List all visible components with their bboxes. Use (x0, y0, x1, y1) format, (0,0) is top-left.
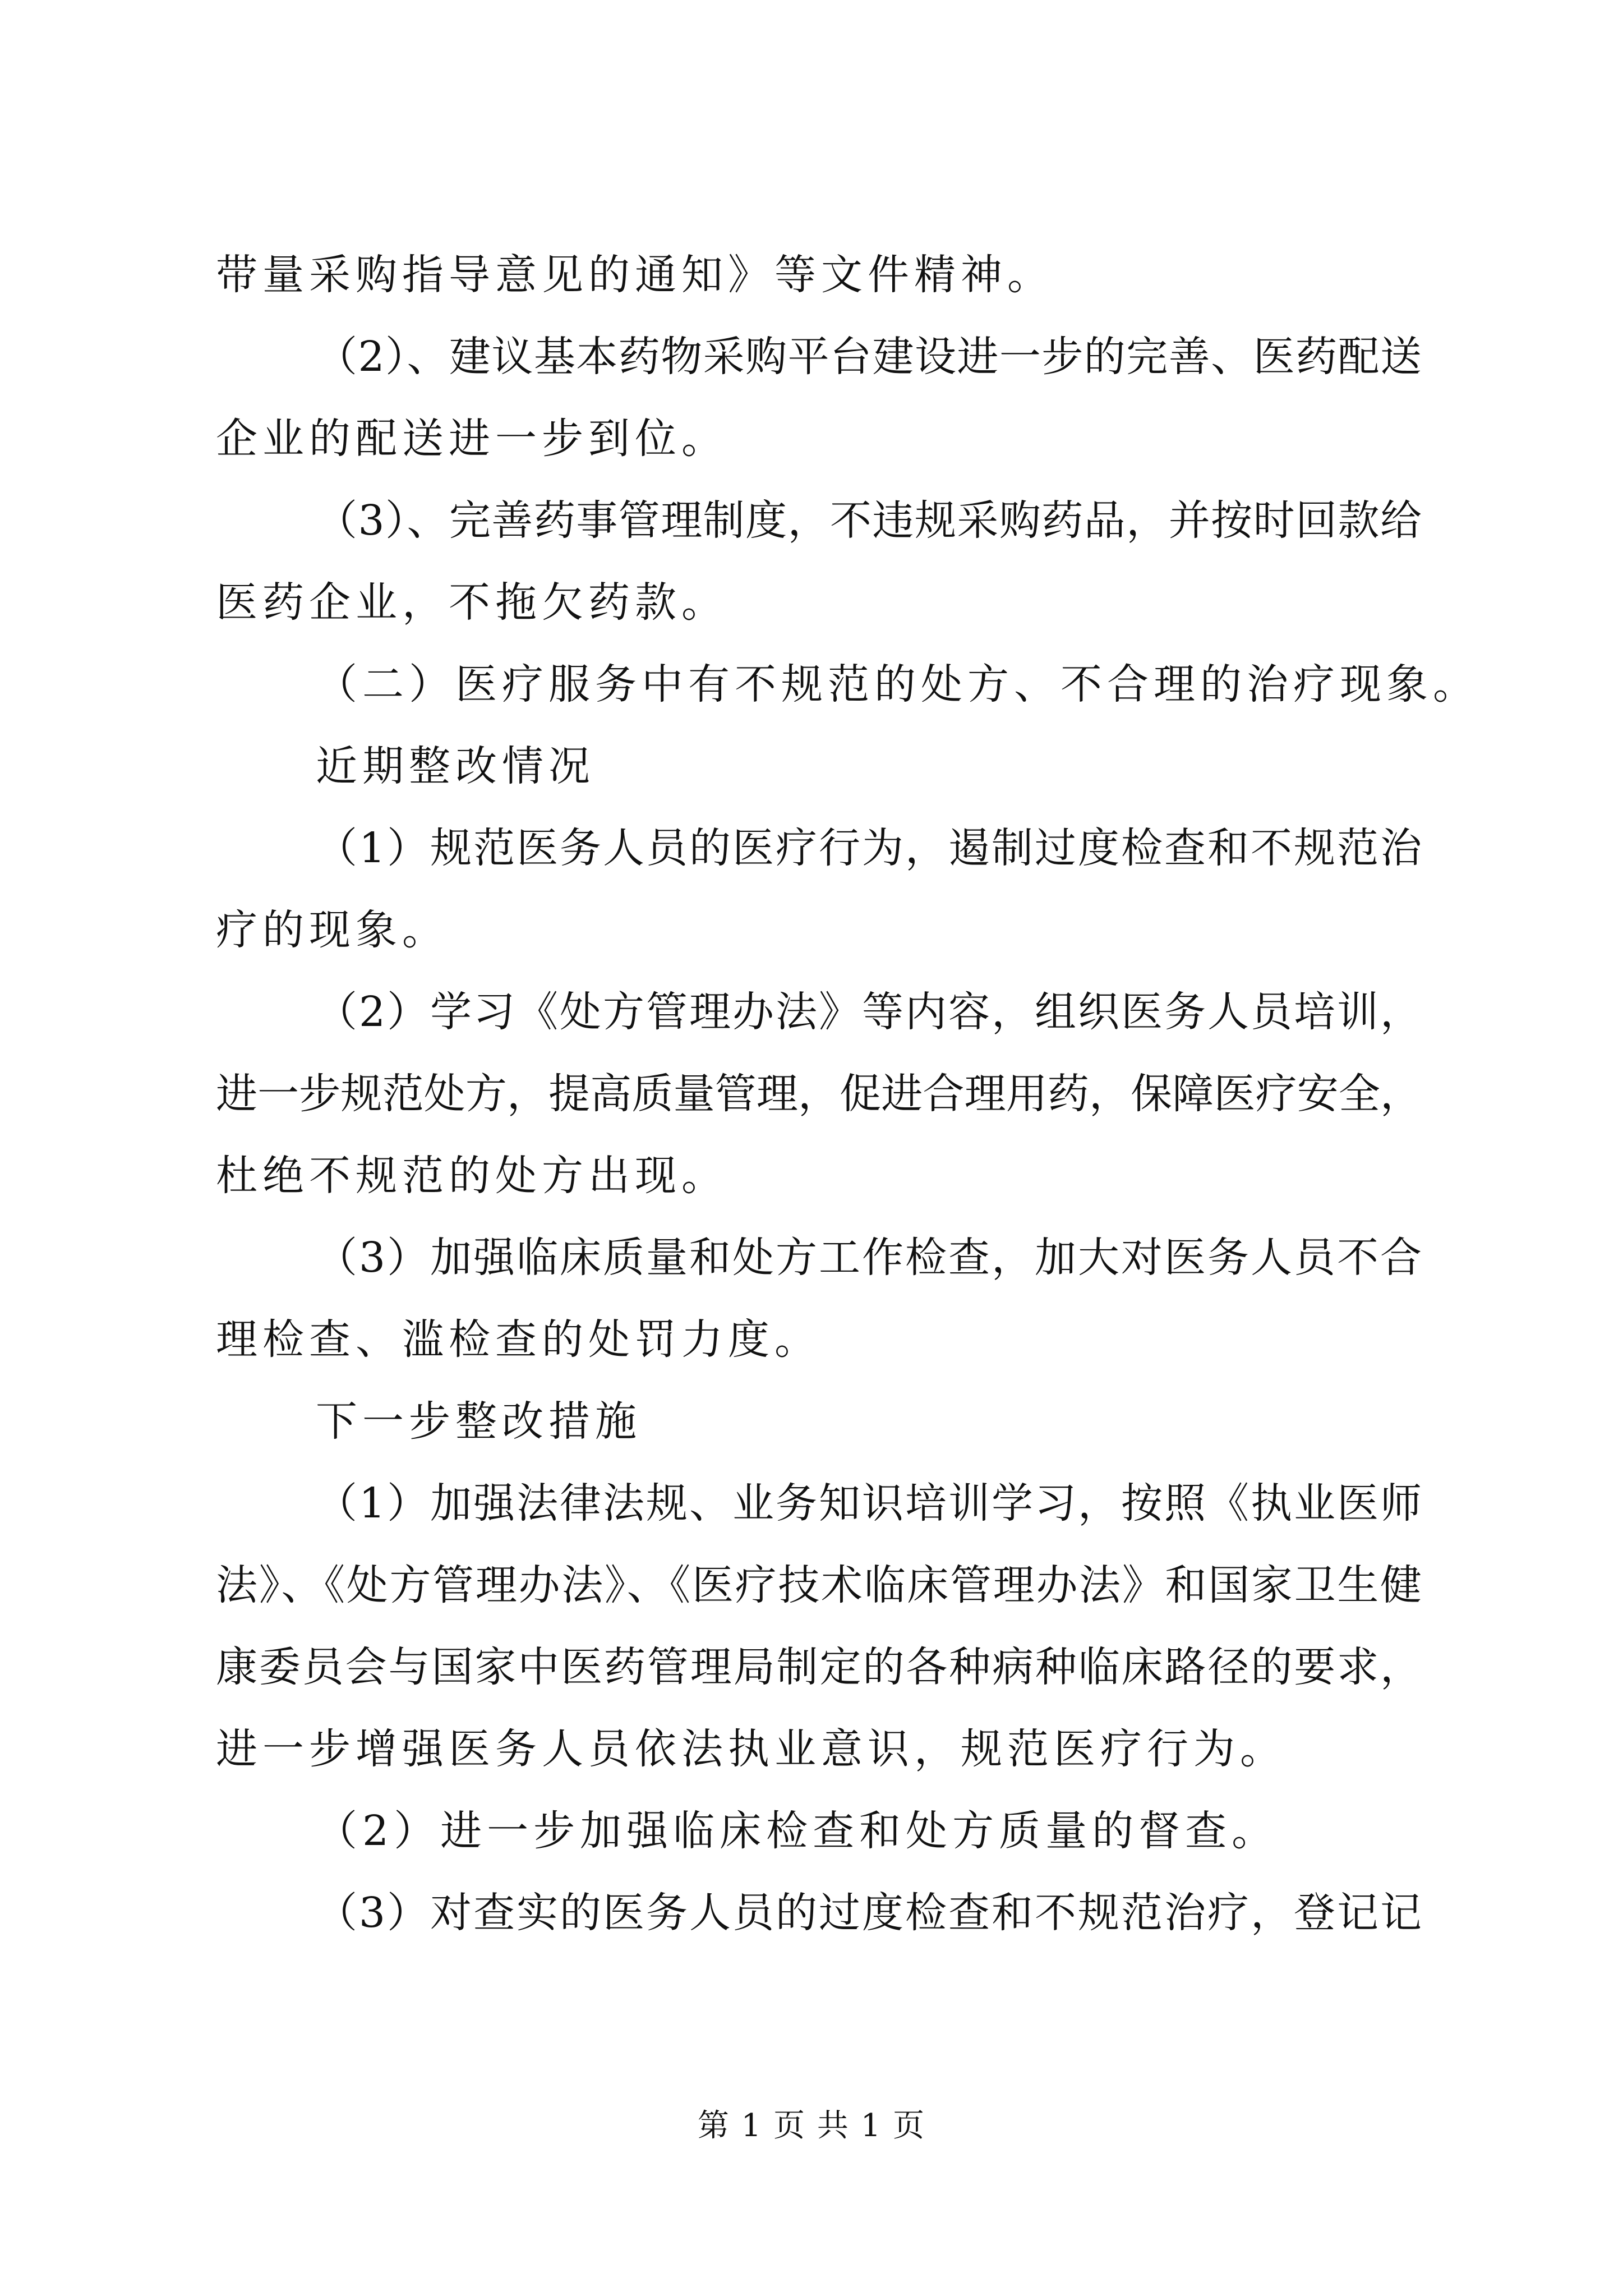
page-number-footer: 第 1 页 共 1 页 (697, 2108, 926, 2144)
section-heading: 下一步整改措施 (316, 1397, 642, 1446)
text-line: 杜绝不规范的处方出现。 (216, 1152, 728, 1200)
text-line: 进一步增强医务人员依法执业意识，规范医疗行为。 (216, 1725, 1287, 1773)
text-line: 企业的配送进一步到位。 (216, 415, 728, 463)
text-line: 进一步规范处方，提高质量管理，促进合理用药，保障医疗安全， (216, 1070, 1422, 1118)
text-line: 疗的现象。 (216, 906, 449, 954)
text-line: 法》、《处方管理办法》、《医疗技术临床管理办法》和国家卫生健 (216, 1561, 1422, 1609)
section-heading: 近期整改情况 (316, 742, 595, 790)
text-line: （2）学习《处方管理办法》等内容，组织医务人员培训， (316, 988, 1422, 1036)
text-line: （1）规范医务人员的医疗行为，遏制过度检查和不规范治 (316, 824, 1422, 872)
text-line: （3）对查实的医务人员的过度检查和不规范治疗，登记记 (316, 1889, 1422, 1937)
text-line: 康委员会与国家中医药管理局制定的各种病种临床路径的要求， (216, 1643, 1422, 1691)
text-line: （3）加强临床质量和处方工作检查，加大对医务人员不合 (316, 1234, 1422, 1282)
text-line: 理检查、滥检查的处罚力度。 (216, 1315, 821, 1364)
text-line: （二）医疗服务中有不规范的处方、不合理的治疗现象。 (316, 660, 1479, 708)
text-line: 医药企业，不拖欠药款。 (216, 578, 728, 627)
text-line: （2）、建议基本药物采购平台建设进一步的完善、医药配送 (316, 333, 1422, 381)
text-line: （3）、完善药事管理制度，不违规采购药品，并按时回款给 (316, 496, 1422, 545)
text-line: （1）加强法律法规、业务知识培训学习，按照《执业医师 (316, 1479, 1422, 1527)
text-line: （2）进一步加强临床检查和处方质量的督查。 (316, 1807, 1279, 1855)
text-line: 带量采购指导意见的通知》等文件精神。 (216, 251, 1054, 299)
